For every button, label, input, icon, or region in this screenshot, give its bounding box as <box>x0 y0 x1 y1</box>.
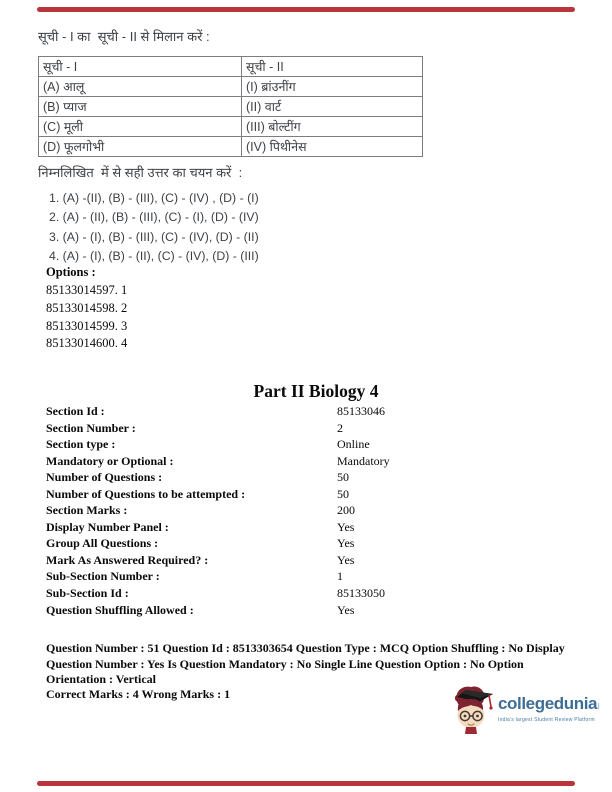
choice-2: 2. (A) - (II), (B) - (III), (C) - (I), (D) - (IV) <box>49 210 259 225</box>
field-value: 50 <box>337 470 349 485</box>
field-label: Number of Questions to be attempted : <box>46 486 246 501</box>
table-header-list2: सूची - II <box>242 57 423 77</box>
options-label: Options : <box>46 265 96 279</box>
field-label: Section type : <box>46 437 116 452</box>
field-value: 200 <box>337 503 355 518</box>
field-label: Section Number : <box>46 420 136 435</box>
field-value: 85133046 <box>337 404 385 418</box>
field-row <box>46 453 566 470</box>
field-value: Yes <box>337 552 355 567</box>
field-value: Yes <box>337 519 355 534</box>
option-id-4: 85133014600. 4 <box>46 336 128 351</box>
field-value: 1 <box>337 569 343 584</box>
field-label: Sub-Section Number : <box>46 569 160 584</box>
field-label: Section Marks : <box>46 503 128 518</box>
match-instruction: सूची - I का सूची - II से मिलान करें : <box>38 29 210 44</box>
field-label: Mandatory or Optional : <box>46 453 174 468</box>
table-cell: (I) ब्रांउनींग <box>242 77 423 97</box>
question-meta-line: Question Number : Yes Is Question Mandatory : No Single Line Question Option : No Option <box>46 656 524 671</box>
bottom-border-rule <box>37 781 575 786</box>
top-border-rule <box>37 7 575 12</box>
field-row <box>46 552 566 569</box>
field-row <box>46 420 566 437</box>
field-value: Yes <box>337 536 355 551</box>
field-label: Display Number Panel : <box>46 519 169 534</box>
field-row <box>46 585 566 602</box>
field-value: Yes <box>337 602 355 617</box>
field-label: Question Shuffling Allowed : <box>46 602 194 617</box>
option-id-2: 85133014598. 2 <box>46 300 128 315</box>
match-table <box>38 56 423 157</box>
option-id-1: 85133014597. 1 <box>46 283 128 297</box>
field-row <box>46 469 566 486</box>
table-cell: (IV) पिथीनेस <box>242 137 423 157</box>
field-row <box>46 519 566 536</box>
table-row <box>39 137 423 157</box>
choice-3: 3. (A) - (I), (B) - (III), (C) - (IV), (D) - (II) <box>49 229 259 244</box>
field-value: 50 <box>337 486 349 501</box>
table-header-list1: सूची - I <box>39 57 242 77</box>
collegedunia-mascot-icon <box>451 683 495 735</box>
table-row <box>39 117 423 137</box>
option-id-3: 85133014599. 3 <box>46 318 128 333</box>
logo-text-block <box>498 695 600 723</box>
answer-choices <box>49 189 259 267</box>
table-header-row <box>39 57 423 77</box>
table-cell: (III) बोल्टींग <box>242 117 423 137</box>
field-value: Mandatory <box>337 453 390 468</box>
choice-1: 1. (A) -(II), (B) - (III), (C) - (IV) , (D) - (I) <box>49 191 259 205</box>
field-label: Group All Questions : <box>46 536 159 551</box>
field-row <box>46 502 566 519</box>
field-value: 85133050 <box>337 586 385 601</box>
field-label: Mark As Answered Required? : <box>46 552 209 567</box>
table-cell: (D) फूलगोभी <box>39 137 242 157</box>
logo-wordmark <box>498 695 600 715</box>
table-cell: (A) आलू <box>39 77 242 97</box>
select-answer-instruction: निम्नलिखित में से सही उत्तर का चयन करें : <box>38 165 243 180</box>
table-cell: (II) वार्ट <box>242 97 423 117</box>
option-id-list <box>46 282 127 353</box>
marks-line: Correct Marks : 4 Wrong Marks : 1 <box>46 687 231 701</box>
next-question-meta <box>46 641 580 688</box>
question-meta-line: Question Number : 51 Question Id : 8513303654 Question Type : MCQ Option Shuffling : No Display <box>46 641 565 655</box>
field-row <box>46 403 566 420</box>
field-row <box>46 486 566 503</box>
field-row <box>46 602 566 619</box>
section-title: Part II Biology 4 <box>253 381 379 401</box>
field-value: 2 <box>337 420 343 435</box>
field-label: Number of Questions : <box>46 470 163 485</box>
section-details <box>46 403 566 618</box>
field-row <box>46 535 566 552</box>
table-cell: (B) प्याज <box>39 97 242 117</box>
field-value: Online <box>337 437 370 452</box>
field-label: Sub-Section Id : <box>46 586 129 601</box>
collegedunia-logo <box>451 683 600 735</box>
choice-4: 4. (A) - (I), (B) - (II), (C) - (IV), (D) - (III) <box>49 249 259 264</box>
logo-wordmark-text: collegedunia <box>498 694 598 713</box>
field-label: Section Id : <box>46 404 105 418</box>
logo-trailing-mark: ı <box>597 700 600 712</box>
field-row <box>46 568 566 585</box>
table-row <box>39 97 423 117</box>
field-row <box>46 436 566 453</box>
table-cell: (C) मूली <box>39 117 242 137</box>
question-meta-line: Orientation : Vertical <box>46 672 156 686</box>
table-row <box>39 77 423 97</box>
logo-tagline: India's largest Student Review Platform <box>498 717 595 723</box>
